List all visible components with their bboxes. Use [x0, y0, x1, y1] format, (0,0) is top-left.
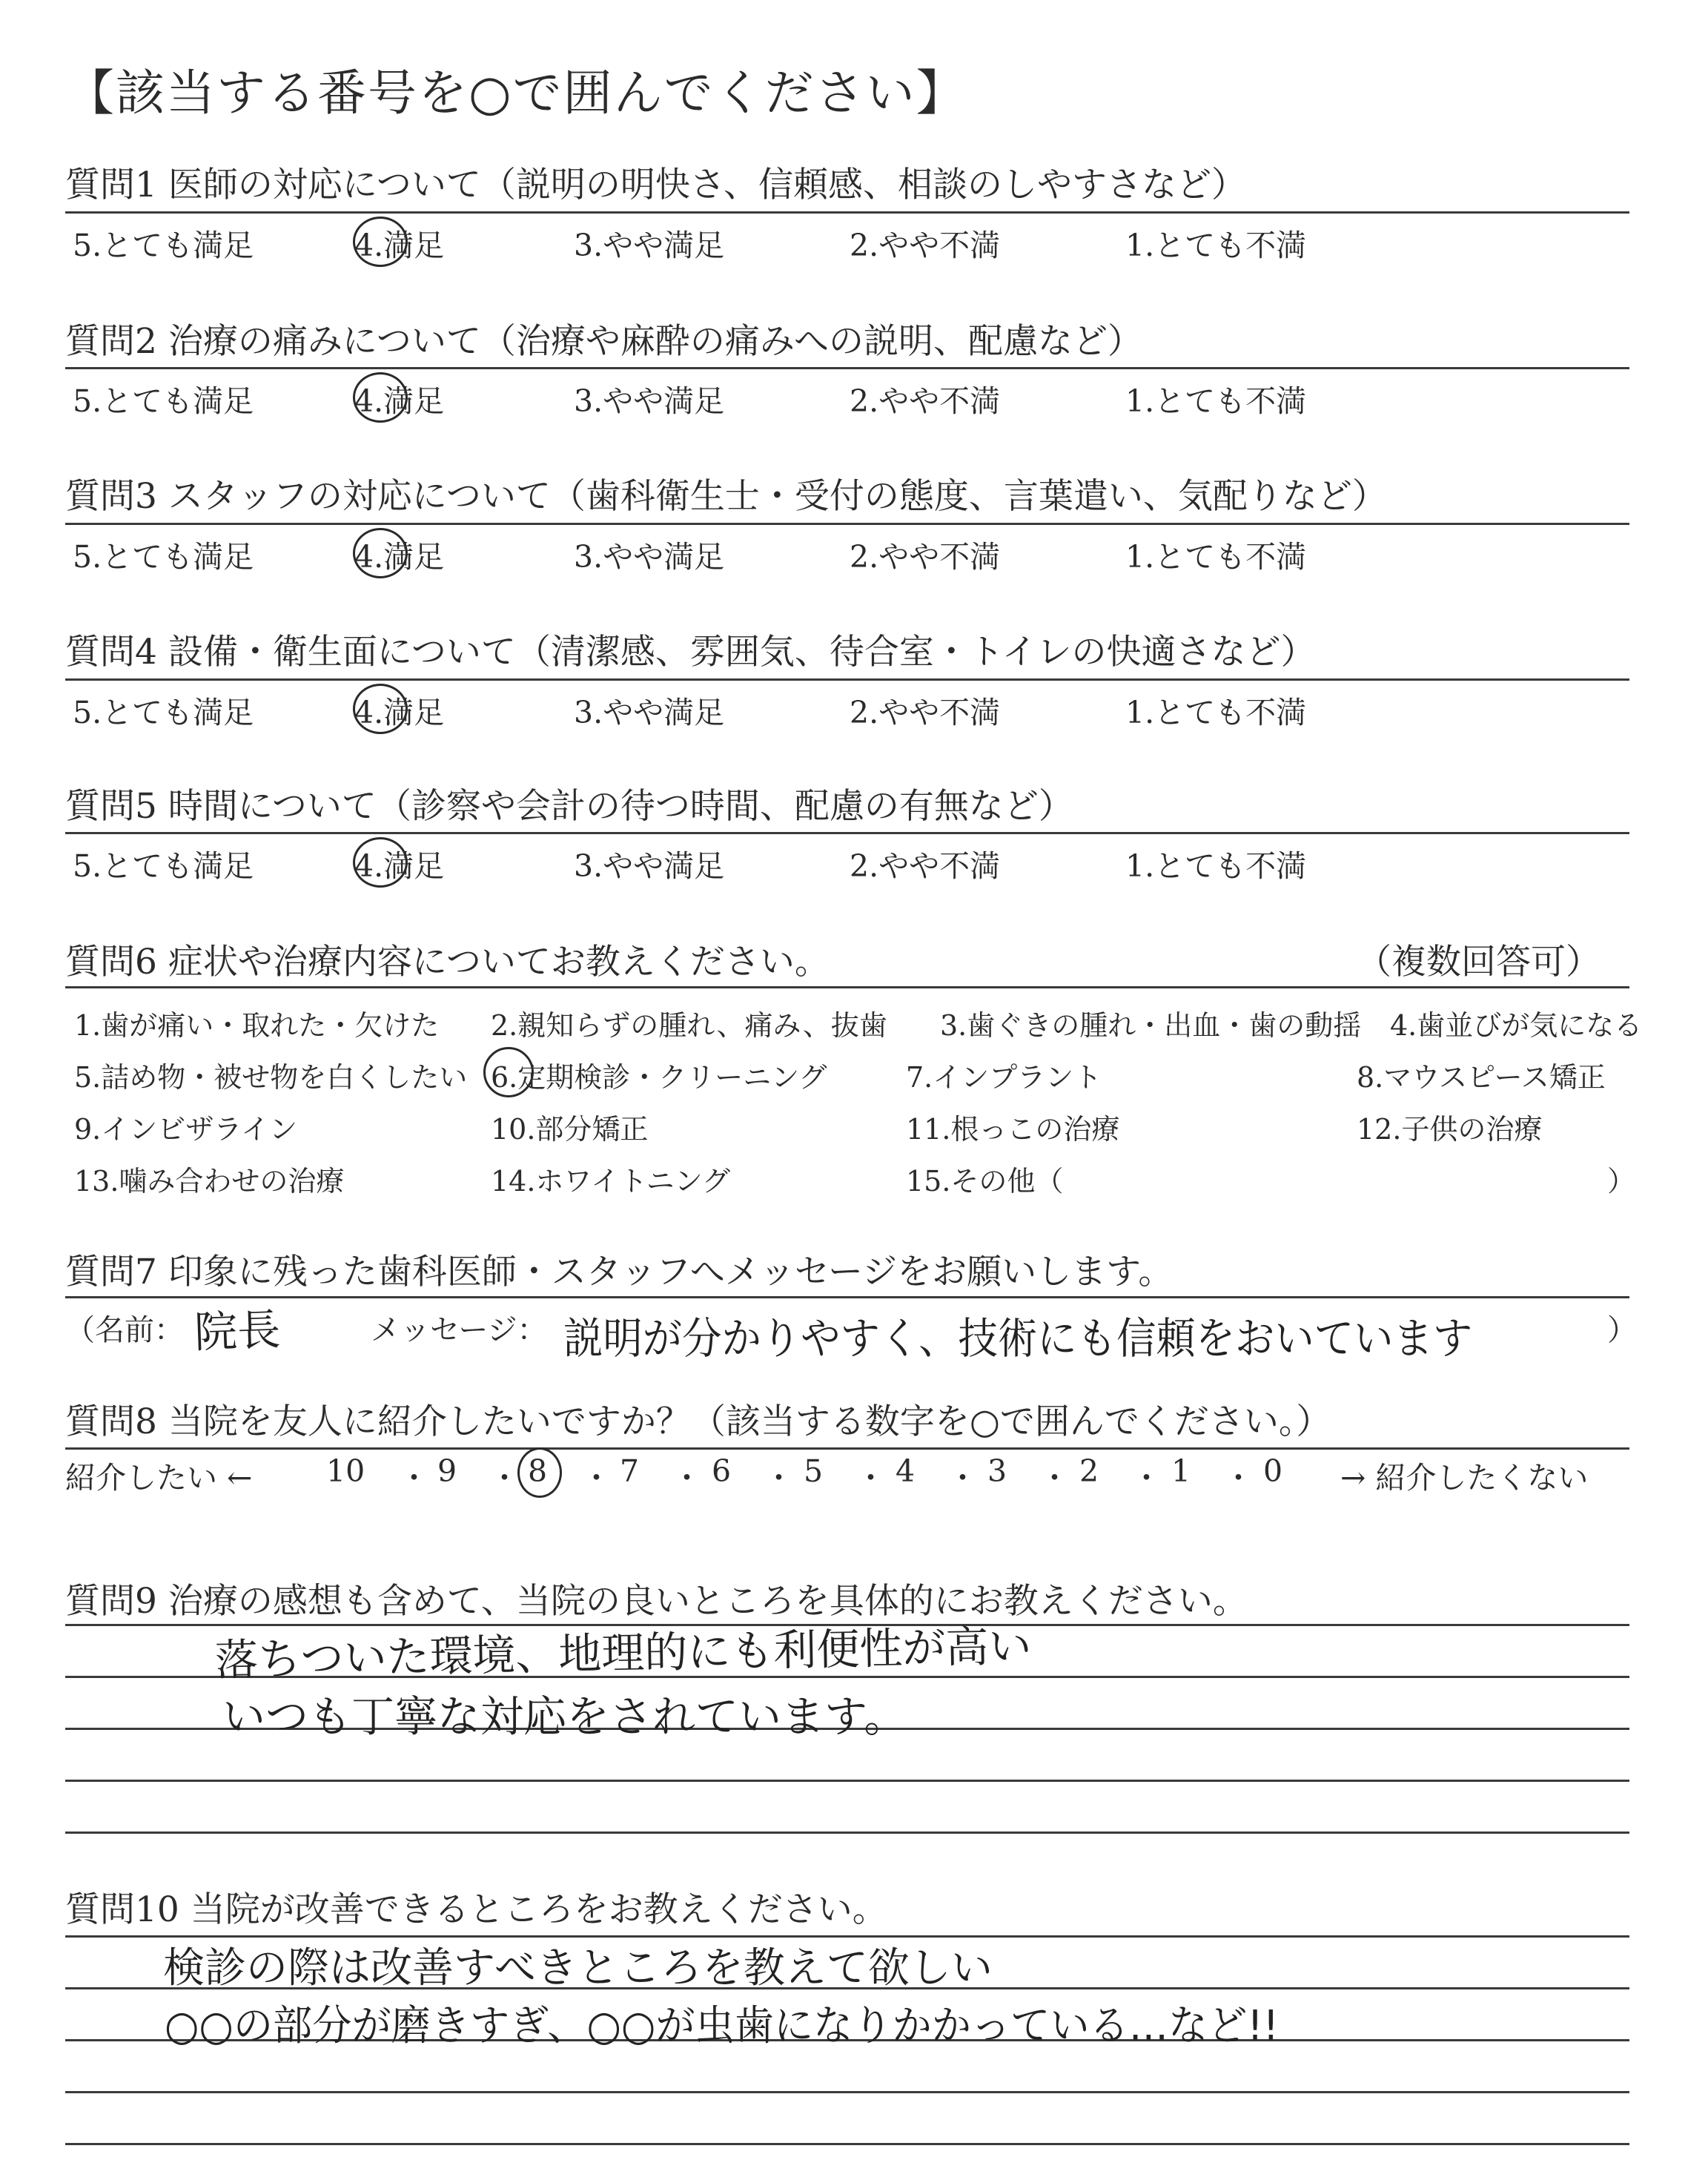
scale-value[interactable]: 6 [712, 1453, 732, 1489]
scale-value[interactable]: 2 [1079, 1453, 1099, 1489]
selection-circle [353, 528, 408, 578]
selection-circle [353, 217, 408, 267]
scale-value[interactable]: 4 [896, 1453, 916, 1489]
scale-value[interactable]: 10 [326, 1453, 365, 1489]
option-5[interactable]: 5.とても満足 [73, 848, 254, 884]
option-1[interactable]: 1.とても不満 [1125, 228, 1307, 263]
q6-item[interactable]: 10.部分矯正 [491, 1113, 649, 1146]
option-4[interactable]: 4.満足 [354, 848, 445, 884]
question-3-options [73, 532, 1629, 577]
q9-answer-line-1[interactable]: 落ちついた環境、地理的にも利便性が高い [214, 1620, 1032, 1685]
q6-item[interactable]: 3.歯ぐきの腫れ・出血・歯の動揺 [940, 1009, 1362, 1042]
scale-value[interactable]: 5 [804, 1453, 824, 1489]
option-4[interactable]: 4.満足 [354, 383, 445, 419]
divider [65, 211, 1629, 214]
answer-line [65, 2143, 1629, 2145]
selection-circle [353, 372, 408, 423]
q6-item[interactable]: 11.根っこの治療 [906, 1113, 1120, 1146]
answer-line [65, 2091, 1629, 2093]
divider [65, 832, 1629, 834]
question-10-label: 質問10 当院が改善できるところをお教えください。 [65, 1889, 887, 1930]
q6-item[interactable]: 4.歯並びが気になる [1390, 1009, 1643, 1042]
q6-item[interactable]: 7.インプラント [906, 1061, 1102, 1094]
scale-value[interactable]: 9 [437, 1453, 457, 1489]
answer-line [65, 1832, 1629, 1834]
q6-item[interactable]: 12.子供の治療 [1357, 1113, 1543, 1146]
option-4[interactable]: 4.満足 [354, 228, 445, 263]
scale-value[interactable]: 1 [1171, 1453, 1191, 1489]
q6-item[interactable]: 13.噛み合わせの治療 [74, 1165, 345, 1198]
question-1-options [73, 221, 1629, 265]
option-4[interactable]: 4.満足 [354, 539, 445, 575]
q6-item-close: ） [1607, 1165, 1636, 1198]
selection-circle [353, 684, 408, 734]
scale-value[interactable]: 8 [528, 1453, 548, 1489]
selection-circle [483, 1047, 534, 1097]
q6-item[interactable]: 15.その他（ [906, 1165, 1064, 1198]
option-3[interactable]: 3.やや満足 [574, 848, 725, 884]
q9-answer-line-2[interactable]: いつも丁寧な対応をされています。 [222, 1691, 907, 1742]
option-2[interactable]: 2.やや不満 [850, 848, 1001, 884]
divider [65, 523, 1629, 525]
divider [65, 986, 1629, 988]
divider [65, 678, 1629, 681]
option-2[interactable]: 2.やや不満 [850, 383, 1001, 419]
option-5[interactable]: 5.とても満足 [73, 539, 254, 575]
option-3[interactable]: 3.やや満足 [574, 539, 725, 575]
question-8-label: 質問8 当院を友人に紹介したいですか？（該当する数字を○で囲んでください。） [65, 1401, 1331, 1442]
message-value[interactable]: 説明が分かりやすく、技術にも信頼をおいています [563, 1313, 1473, 1364]
q6-item[interactable]: 6.定期検診・クリーニング [491, 1061, 827, 1094]
question-5-options [73, 842, 1629, 886]
option-5[interactable]: 5.とても満足 [73, 383, 254, 419]
option-2[interactable]: 2.やや不満 [850, 228, 1001, 263]
question-4-label: 質問4 設備・衛生面について（清潔感、雰囲気、待合室・トイレの快適さなど） [65, 632, 1316, 673]
question-2-options [73, 377, 1629, 421]
option-4[interactable]: 4.満足 [354, 695, 445, 730]
question-9-label: 質問9 治療の感想も含めて、当院の良いところを具体的にお教えください。 [65, 1581, 1248, 1622]
recommend-scale: 紹介したい ← 10 ・ 9 ・ 8 ・ 7 ・ 6 ・ 5 ・ 4 ・ 3 ・ 2 ・ 1 ・ 0 → 紹介したくない [65, 1453, 1622, 1498]
selection-circle [517, 1447, 562, 1498]
option-3[interactable]: 3.やや満足 [574, 228, 725, 263]
question-6-label: 質問6 症状や治療内容についてお教えください。 [65, 942, 830, 982]
option-3[interactable]: 3.やや満足 [574, 383, 725, 419]
scale-value[interactable]: 7 [620, 1453, 640, 1489]
scale-value[interactable]: 0 [1263, 1453, 1283, 1489]
option-3[interactable]: 3.やや満足 [574, 695, 725, 730]
question-6-note: （複数回答可） [1357, 942, 1601, 982]
answer-line [65, 1780, 1629, 1782]
q6-item[interactable]: 2.親知らずの腫れ、痛み、抜歯 [491, 1009, 887, 1042]
option-1[interactable]: 1.とても不満 [1125, 848, 1307, 884]
option-1[interactable]: 1.とても不満 [1125, 383, 1307, 419]
option-5[interactable]: 5.とても満足 [73, 695, 254, 730]
question-7-label: 質問7 印象に残った歯科医師・スタッフへメッセージをお願いします。 [65, 1252, 1174, 1292]
option-2[interactable]: 2.やや不満 [850, 695, 1001, 730]
page-title: 【該当する番号を○で囲んでください】 [65, 65, 967, 122]
q6-item[interactable]: 5.詰め物・被せ物を白くしたい [74, 1061, 468, 1094]
question-2-label: 質問2 治療の痛みについて（治療や麻酔の痛みへの説明、配慮など） [65, 321, 1142, 362]
message-close: ） [1607, 1313, 1637, 1347]
q6-item[interactable]: 1.歯が痛い・取れた・欠けた [74, 1009, 440, 1042]
scale-value[interactable]: 3 [987, 1453, 1007, 1489]
question-4-options [73, 688, 1629, 733]
message-label: メッセージ： [371, 1313, 547, 1347]
question-1-label: 質問1 医師の対応について（説明の明快さ、信頼感、相談のしやすさなど） [65, 165, 1247, 205]
scale-left-label: 紹介したい ← [65, 1460, 253, 1496]
option-5[interactable]: 5.とても満足 [73, 228, 254, 263]
q6-item[interactable]: 14.ホワイトニング [491, 1165, 731, 1198]
scale-right-label: → 紹介したくない [1340, 1460, 1589, 1496]
divider [65, 1296, 1629, 1298]
name-value[interactable]: 院長 [193, 1304, 282, 1358]
name-label: （名前： [65, 1313, 184, 1347]
option-2[interactable]: 2.やや不満 [850, 539, 1001, 575]
question-3-label: 質問3 スタッフの対応について（歯科衛生士・受付の態度、言葉遣い、気配りなど） [65, 476, 1387, 517]
option-1[interactable]: 1.とても不満 [1125, 695, 1307, 730]
q6-item[interactable]: 9.インビザライン [74, 1113, 298, 1146]
q6-item[interactable]: 8.マウスピース矯正 [1357, 1061, 1606, 1094]
question-5-label: 質問5 時間について（診察や会計の待つ時間、配慮の有無など） [65, 786, 1073, 827]
divider [65, 1447, 1629, 1450]
q10-answer-line-2[interactable]: ○○の部分が磨きすぎ、○○が虫歯になりかかっている…など!! [165, 2002, 1280, 2050]
option-1[interactable]: 1.とても不満 [1125, 539, 1307, 575]
selection-circle [353, 837, 408, 888]
divider [65, 367, 1629, 369]
q10-answer-line-1[interactable]: 検診の際は改善すべきところを教えて欲しい [163, 1944, 993, 1992]
